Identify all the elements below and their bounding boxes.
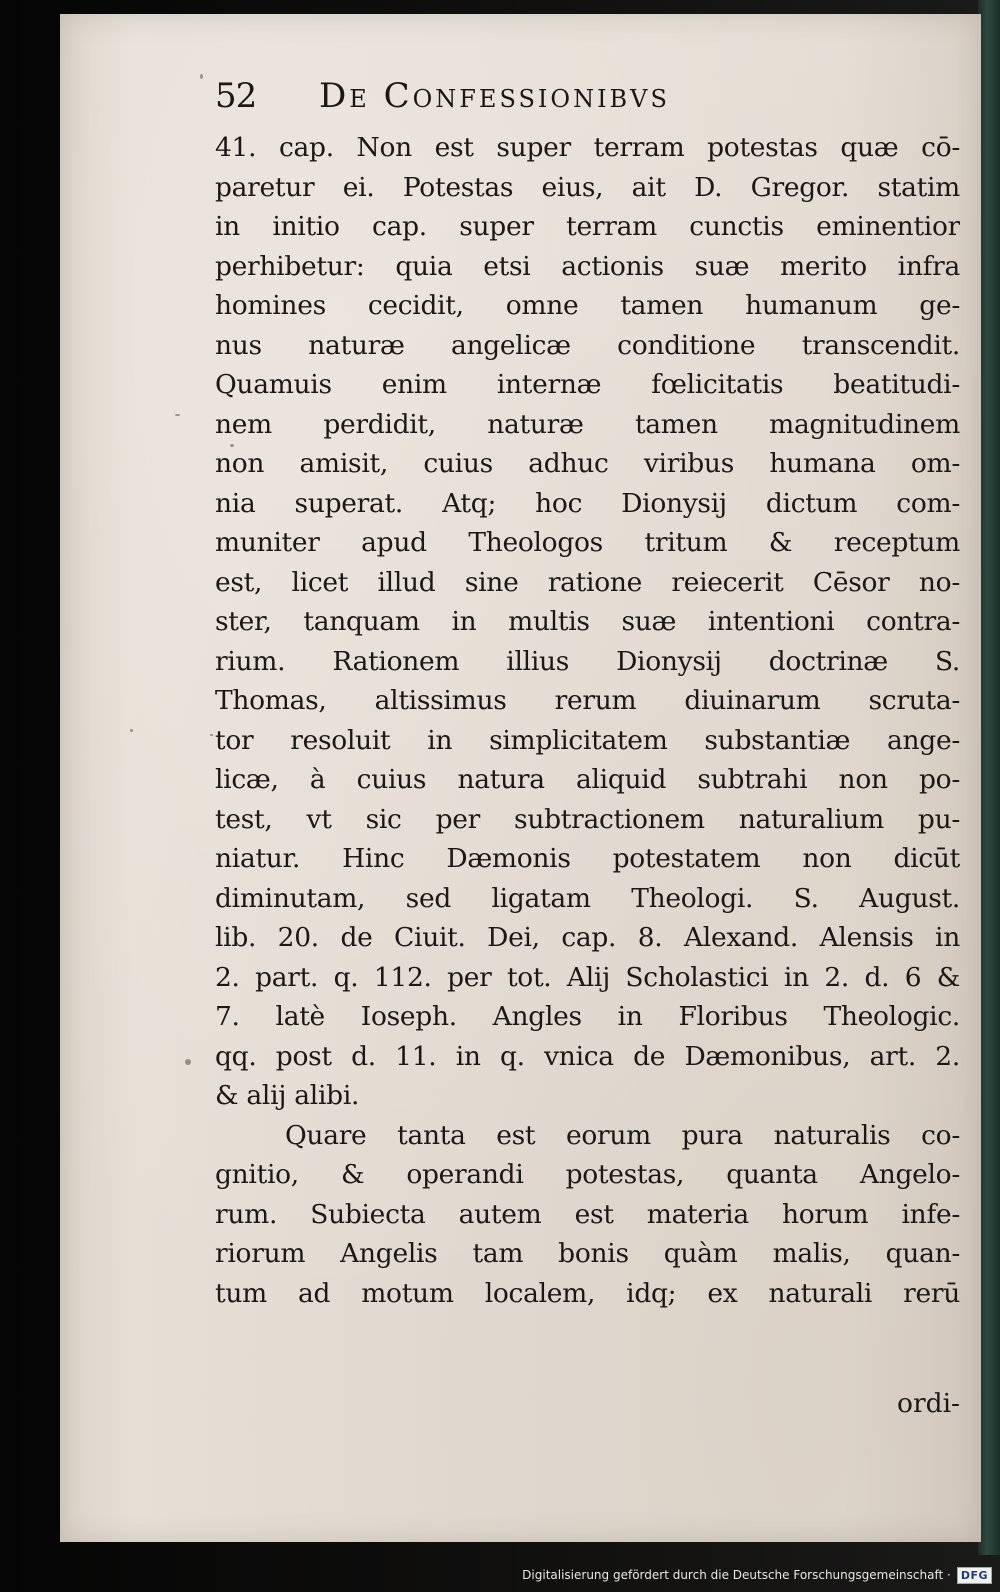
text-line: muniter apud Theologos tritum & receptum bbox=[215, 527, 960, 558]
catchword: ordi- bbox=[896, 1388, 960, 1419]
text-line: rium. Rationem illius Dionysij doctrinæ S. bbox=[215, 645, 960, 677]
body-text bbox=[215, 128, 960, 1313]
text-line: Quamuis enim internæ fœlicitatis beatitudi- bbox=[215, 369, 960, 400]
text-line: ster, tanquam in multis suæ intentioni contra- bbox=[215, 606, 960, 637]
text-line: lib. 20. de Ciuit. Dei, cap. 8. Alexand. Alensis in bbox=[215, 922, 960, 953]
text-line: gnitio, & operandi potestas, quanta Angelo- bbox=[215, 1159, 960, 1190]
paper-fleck bbox=[130, 729, 133, 732]
text-line: licæ, à cuius natura aliquid subtrahi non po- bbox=[215, 764, 960, 795]
text-line: niatur. Hinc Dæmonis potestatem non dicūt bbox=[215, 843, 960, 874]
funding-credit: Digitalisierung gefördert durch die Deutsche Forschungsgemeinschaft · bbox=[522, 1568, 951, 1582]
page-number: 52 bbox=[215, 76, 257, 116]
digitization-footer bbox=[522, 1564, 992, 1586]
text-line: in initio cap. super terram cunctis eminentior bbox=[215, 211, 960, 242]
text-line: diminutam, sed ligatam Theologi. S. August. bbox=[215, 882, 960, 914]
text-line: Quare tanta est eorum pura naturalis co- bbox=[285, 1119, 960, 1151]
text-line: tum ad motum localem, idq; ex naturali rerū bbox=[215, 1277, 960, 1309]
text-line: 2. part. q. 112. per tot. Alij Scholastici in 2. d. 6 & bbox=[215, 961, 960, 993]
text-line: homines cecidit, omne tamen humanum ge- bbox=[215, 290, 960, 321]
dfg-logo-icon: DFG bbox=[957, 1567, 992, 1584]
text-line: Thomas, altissimus rerum diuinarum scruta- bbox=[215, 685, 960, 716]
text-line: est, licet illud sine ratione reiecerit Cēsor no- bbox=[215, 566, 960, 598]
text-line: rum. Subiecta autem est materia horum infe- bbox=[215, 1198, 960, 1230]
text-line: non amisit, cuius adhuc viribus humana om- bbox=[215, 448, 960, 479]
paper-fleck bbox=[200, 74, 203, 79]
paper-fleck bbox=[185, 1059, 191, 1065]
text-line: nus naturæ angelicæ conditione transcendit. bbox=[215, 329, 960, 361]
text-line: nia superat. Atq; hoc Dionysij dictum com- bbox=[215, 487, 960, 519]
paper-fleck bbox=[175, 414, 180, 416]
text-line: 7. latè Ioseph. Angles in Floribus Theologic. bbox=[215, 1001, 960, 1032]
text-line: 41. cap. Non est super terram potestas quæ cō- bbox=[215, 132, 960, 163]
text-line: nem perdidit, naturæ tamen magnitudinem bbox=[215, 408, 960, 440]
book-cover-edge bbox=[978, 0, 1000, 1555]
text-line: paretur ei. Potestas eius, ait D. Gregor. statim bbox=[215, 171, 960, 203]
text-line: tor resoluit in simplicitatem substantiæ ange- bbox=[215, 724, 960, 756]
text-line: riorum Angelis tam bonis quàm malis, quan- bbox=[215, 1238, 960, 1269]
text-line: perhibetur: quia etsi actionis suæ merito infra bbox=[215, 250, 960, 282]
text-line: qq. post d. 11. in q. vnica de Dæmonibus, art. 2. bbox=[215, 1040, 960, 1072]
text-line: & alij alibi. bbox=[215, 1080, 360, 1111]
paper-fleck bbox=[210, 734, 213, 736]
text-line: test, vt sic per subtractionem naturalium pu- bbox=[215, 803, 960, 835]
running-head: De Confessionibvs bbox=[319, 76, 670, 116]
page-header bbox=[215, 76, 855, 126]
